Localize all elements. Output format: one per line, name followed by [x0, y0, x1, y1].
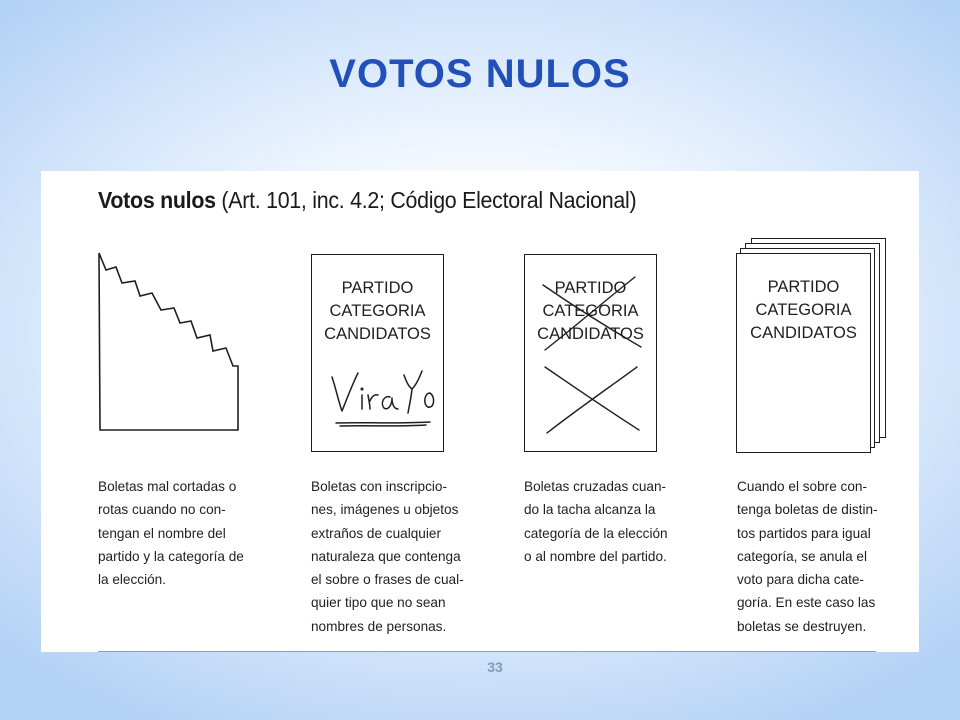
caption-line: goría. En este caso las [737, 595, 876, 611]
caption-line: o al nombre del partido. [524, 548, 667, 564]
stacked-ballot-front [736, 253, 871, 453]
ballot-line-candidatos: CANDIDATOS [750, 324, 857, 342]
caption-line: categoría de la elección [524, 525, 668, 541]
caption-line: el sobre o frases de cual- [311, 572, 464, 588]
caption-line: Cuando el sobre con- [737, 479, 867, 494]
ballot-line-partido: PARTIDO [767, 278, 840, 296]
ballot-line-partido: PARTIDO [341, 279, 414, 297]
caption-line: tengan el nombre del [98, 525, 226, 541]
caption-crossed [524, 475, 696, 568]
bottom-rule [98, 651, 876, 652]
caption-line: do la tacha alcanza la [524, 502, 656, 518]
caption-line: Boletas cruzadas cuan- [524, 479, 667, 494]
heading-rest: (Art. 101, inc. 4.2; Código Electoral Nacional) [215, 187, 637, 213]
caption-line: Boletas con inscripcio- [311, 479, 447, 494]
caption-inscription [311, 475, 483, 638]
caption-line: rotas cuando no con- [98, 502, 226, 518]
crossed-ballot-icon [524, 254, 657, 452]
caption-line: Boletas mal cortadas o [98, 479, 237, 494]
caption-line: extraños de cualquier [311, 525, 441, 541]
ballot-line-categoria: CATEGORIA [329, 302, 426, 320]
caption-line: tos partidos para igual [737, 525, 871, 541]
caption-line: categoría, se anula el [737, 548, 867, 564]
torn-ballot-icon [96, 233, 241, 433]
caption-line: nes, imágenes u objetos [311, 502, 459, 518]
cross-marks-icon [525, 255, 658, 453]
page-number: 33 [487, 659, 503, 675]
content-panel [41, 171, 919, 652]
handwritten-signature-icon [312, 365, 445, 431]
ballot-line-categoria: CATEGORIA [755, 301, 852, 319]
ballot-line-candidatos: CANDIDATOS [537, 325, 644, 343]
caption-line: boletas se destruyen. [737, 618, 867, 634]
ballot-text [737, 276, 870, 345]
ballot-text [312, 277, 443, 346]
caption-line: la elección. [98, 572, 167, 588]
caption-line: nombres de personas. [311, 618, 447, 634]
caption-multiple [737, 475, 909, 638]
caption-line: partido y la categoría de [98, 548, 244, 564]
ballot-line-categoria: CATEGORIA [542, 302, 639, 320]
slide-title: VOTOS NULOS [329, 52, 631, 96]
ballot-line-candidatos: CANDIDATOS [324, 325, 431, 343]
caption-line: quier tipo que no sean [311, 595, 446, 611]
ballot-with-inscription-icon [311, 254, 444, 452]
heading-bold: Votos nulos [98, 187, 216, 213]
caption-line: voto para dicha cate- [737, 572, 864, 588]
caption-line: tenga boletas de distin- [737, 502, 878, 518]
panel-heading [98, 187, 636, 214]
ballot-line-partido: PARTIDO [554, 279, 627, 297]
caption-line: naturaleza que contenga [311, 548, 461, 564]
caption-torn [98, 475, 270, 591]
